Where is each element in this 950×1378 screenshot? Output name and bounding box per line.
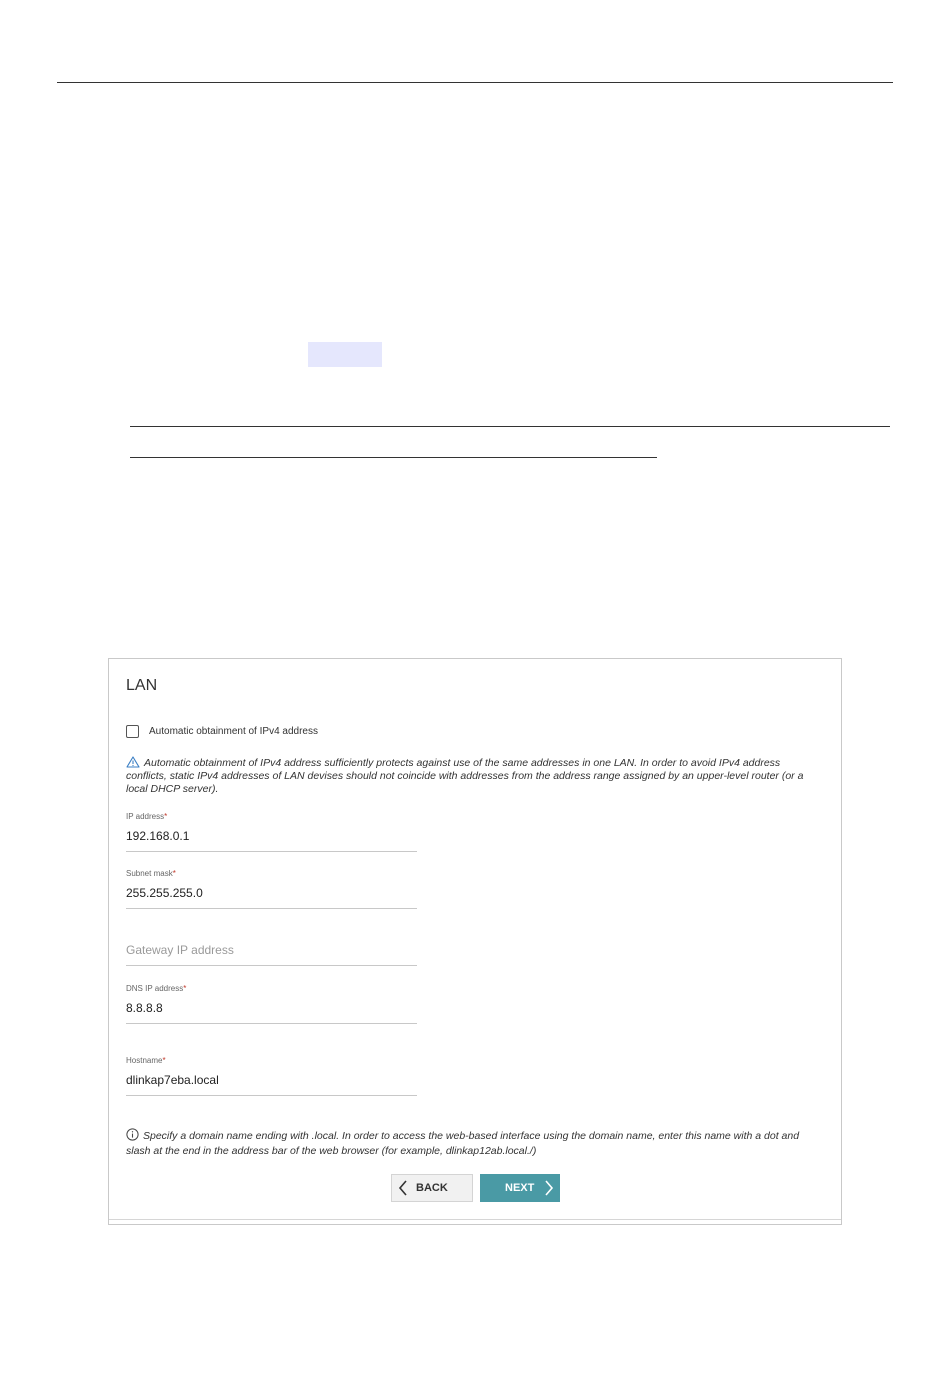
auto-ipv4-row[interactable]	[126, 725, 318, 738]
gateway-ip-input[interactable]: Gateway IP address	[126, 943, 234, 957]
back-button-label: BACK	[416, 1182, 448, 1194]
subnet-mask-label: Subnet mask*	[126, 869, 176, 878]
info-circle-icon	[126, 1128, 139, 1141]
required-mark: *	[162, 1056, 166, 1065]
warning-triangle-icon	[126, 756, 140, 768]
info-text: Specify a domain name ending with .local. In order to access the web-based interface using the domain name, enter this name with a dot and slash at the end in the address bar of the web browser (for example, dlinkap12ab.local./)	[126, 1130, 800, 1157]
auto-ipv4-checkbox[interactable]	[126, 725, 139, 738]
dns-ip-label: DNS IP address*	[126, 984, 187, 993]
underline-rule	[130, 426, 890, 427]
subnet-mask-field[interactable]	[126, 869, 417, 909]
dns-ip-field[interactable]	[126, 984, 417, 1024]
chevron-left-icon	[398, 1180, 408, 1196]
next-button-label: NEXT	[505, 1182, 535, 1194]
back-button[interactable]	[391, 1174, 473, 1202]
warning-text: Automatic obtainment of IPv4 address sufficiently protects against use of the same addresses in one LAN. In order to avoid IPv4 address conflicts, static IPv4 addresses of LAN devises should not coincide with addresses from the address range assigned by an upper-level router (or a local DHCP server).	[126, 757, 804, 795]
highlight-box	[308, 342, 382, 367]
hostname-label: Hostname*	[126, 1056, 166, 1065]
required-mark: *	[164, 812, 168, 821]
ip-address-input[interactable]: 192.168.0.1	[126, 829, 190, 843]
next-button[interactable]	[480, 1174, 560, 1202]
hostname-info-message	[126, 1128, 826, 1159]
auto-ipv4-label: Automatic obtainment of IPv4 address	[149, 726, 318, 737]
hostname-input[interactable]: dlinkap7eba.local	[126, 1073, 219, 1087]
chevron-right-icon	[544, 1180, 554, 1196]
gateway-ip-field[interactable]	[126, 941, 417, 966]
page-top-rule	[57, 82, 893, 83]
required-mark: *	[172, 869, 176, 878]
ip-address-field[interactable]	[126, 812, 417, 852]
underline-rule-short	[130, 457, 657, 458]
lan-settings-panel	[108, 658, 842, 1225]
required-mark: *	[183, 984, 187, 993]
ip-address-label: IP address*	[126, 812, 168, 821]
subnet-mask-input[interactable]: 255.255.255.0	[126, 886, 203, 900]
dns-ip-input[interactable]: 8.8.8.8	[126, 1001, 163, 1015]
panel-bottom-divider	[109, 1219, 841, 1220]
warning-message	[126, 756, 816, 796]
panel-title: LAN	[126, 677, 158, 694]
hostname-field[interactable]	[126, 1056, 417, 1096]
